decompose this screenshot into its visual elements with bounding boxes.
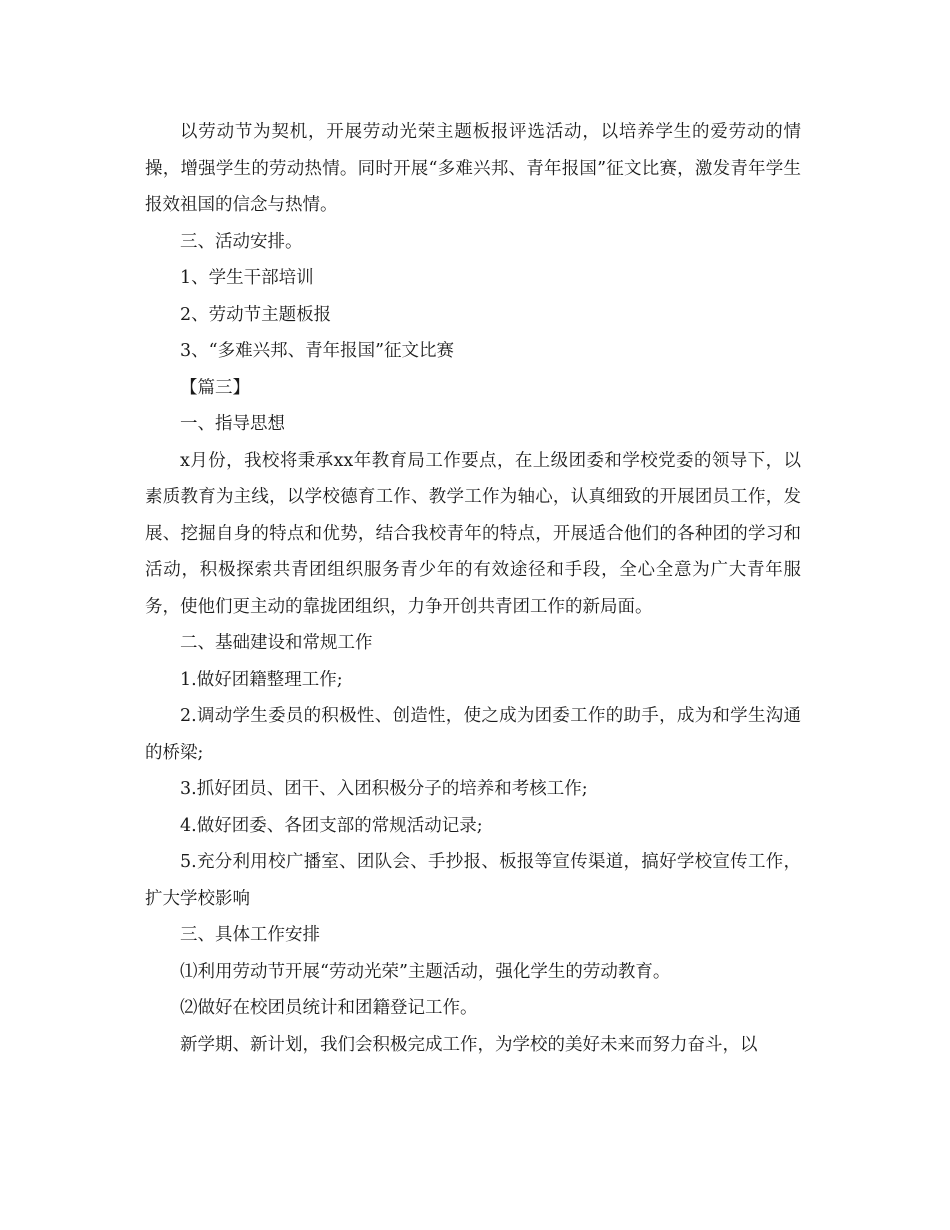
list-item-activity-records: 4.做好团委、各团支部的常规活动记录;: [180, 815, 483, 836]
list-item-labor-theme-activity: ⑴利用劳动节开展“劳动光荣”主题活动，强化学生的劳动教育。: [180, 961, 671, 982]
document-body: [145, 114, 801, 1063]
list-item-member-statistics: ⑵做好在校团员统计和团籍登记工作。: [180, 998, 478, 1018]
paragraph-guiding-ideology: x月份，我校将秉承xx年教育局工作要点，在上级团委和学校党委的领导下，以素质教育为主线，以学校德育工作、教学工作为轴心，认真细致的开展团员工作，发展、挖掘自身的特点和优势，结合我校青年的特点，开展适合他们的各种团的学习和活动，积极探索共青团组织服务青少年的有效途径和手段，全心全意为广大青年服务，使他们更主动的靠拢团组织，力争开创共青团工作的新局面。: [145, 450, 801, 617]
list-item-blackboard-newspaper: 2、劳动节主题板报: [180, 304, 332, 325]
heading-guiding-ideology: 一、指导思想: [180, 414, 285, 434]
heading-specific-arrangement: 三、具体工作安排: [180, 925, 320, 945]
list-item-member-training: 3.抓好团员、团干、入团积极分子的培养和考核工作;: [180, 779, 588, 799]
paragraph-labor-day-activity: 以劳动节为契机，开展劳动光荣主题板报评选活动，以培养学生的爱劳动的情操，增强学生的劳动热情。同时开展“多难兴邦、青年报国”征文比赛，激发青年学生报效祖国的信念与热情。: [145, 122, 801, 215]
list-item-student-committee: 2.调动学生委员的积极性、创造性，使之成为团委工作的助手，成为和学生沟通的桥梁;: [145, 706, 801, 763]
list-item-publicity-channels: 5.充分利用校广播室、团队会、手抄报、板报等宣传渠道，搞好学校宣传工作，扩大学校影响: [145, 852, 801, 909]
paragraph-closing: 新学期、新计划，我们会积极完成工作，为学校的美好未来而努力奋斗，以: [180, 1034, 758, 1055]
section-heading-part-three: 【篇三】: [180, 377, 250, 398]
list-item-cadre-training: 1、学生干部培训: [180, 268, 314, 288]
list-item-membership-records: 1.做好团籍整理工作;: [180, 669, 343, 690]
heading-basic-construction: 二、基础建设和常规工作: [180, 633, 373, 653]
heading-activity-arrangement: 三、活动安排。: [180, 231, 303, 252]
list-item-essay-contest: 3、“多难兴邦、青年报国”征文比赛: [180, 341, 455, 361]
